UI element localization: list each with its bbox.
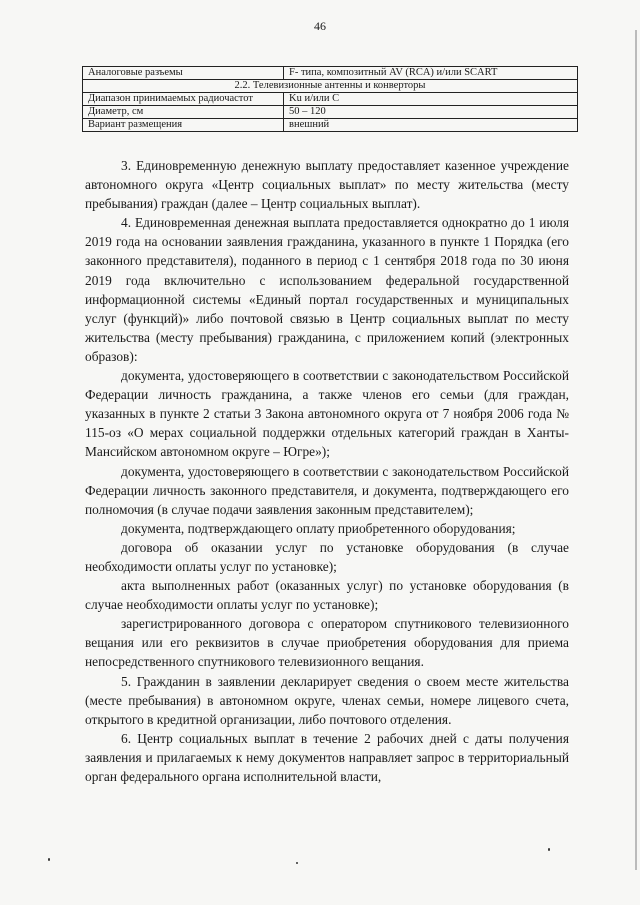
- table-row: [83, 106, 578, 119]
- list-item: акта выполненных работ (оказанных услуг) по установке оборудования (в случае необходимости оплаты услуг по установке);: [85, 578, 569, 613]
- list-item: документа, удостоверяющего в соответствии с законодательством Российской Федерации личность гражданина, а также членов его семьи (для граждан, указанных в пункте 2 статьи 3 Закона автономного округа от 7 ноября 2006 года № 115-оз «О мерах социальной поддержки отдельных категорий граждан в Ханты-Мансийском автономном округе – Югре»);: [85, 368, 569, 460]
- scan-speck: [296, 862, 298, 864]
- table-cell-label: Вариант размещения: [83, 119, 284, 132]
- table-row: [83, 93, 578, 106]
- list-item: зарегистрированного договора с оператором спутникового телевизионного вещания или его реквизитов в случае приобретения оборудования для приема непосредственного спутникового телевизионного вещания.: [85, 616, 569, 670]
- scan-edge-line: [635, 30, 637, 870]
- table-row: [83, 119, 578, 132]
- table-cell-label: Диапазон принимаемых радиочастот: [83, 93, 284, 106]
- paragraph-5: 5. Гражданин в заявлении декларирует сведения о своем месте жительства (месте пребывания) в автономном округе, членах семьи, номере лицевого счета, открытого в кредитной организации, либо почтового отделения.: [85, 673, 569, 727]
- table-section-row: [83, 80, 578, 93]
- table-cell-label: Диаметр, см: [83, 106, 284, 119]
- scan-speck: [48, 858, 50, 861]
- table-cell-value: 50 – 120: [284, 106, 578, 119]
- table-cell-value: внешний: [284, 119, 578, 132]
- scan-speck: [548, 848, 550, 851]
- table-cell-label: Аналоговые разъемы: [83, 67, 284, 80]
- document-body: [85, 156, 569, 786]
- list-item: документа, подтверждающего оплату приобретенного оборудования;: [121, 520, 516, 536]
- list-item: документа, удостоверяющего в соответствии с законодательством Российской Федерации личность законного представителя, и документа, подтверждающего его полномочия (в случае подачи заявления законным представителем);: [85, 463, 569, 517]
- specifications-table: [82, 66, 578, 132]
- paragraph-3: 3. Единовременную денежную выплату предоставляет казенное учреждение автономного округа «Центр социальных выплат» по месту жительства (месту пребывания) граждан (далее – Центр социальных выплат).: [85, 158, 569, 212]
- paragraph-4: 4. Единовременная денежная выплата предоставляется однократно до 1 июля 2019 года на основании заявления гражданина, указанного в пункте 1 Порядка (его законного представителя), поданного в период с 1 сентября 2018 года по 30 июня 2019 года включительно с использованием федеральной государственной информационной системы «Единый портал государственных и муниципальных услуг (функций)» либо почтовой связью в Центр социальных выплат по месту жительства (месту пребывания) гражданина, с приложением копий (электронных образов):: [85, 215, 569, 364]
- table-row: [83, 67, 578, 80]
- table-cell-value: Ku и/или С: [284, 93, 578, 106]
- list-item: договора об оказании услуг по установке оборудования (в случае необходимости оплаты услуг по установке);: [85, 539, 569, 574]
- table-cell-value: F- типа, композитный AV (RCA) и/или SCART: [284, 67, 578, 80]
- page-number: 46: [314, 19, 326, 33]
- paragraph-6: 6. Центр социальных выплат в течение 2 рабочих дней с даты получения заявления и прилагаемых к нему документов направляет запрос в территориальный орган федерального органа исполнительной власти,: [85, 730, 569, 784]
- table-section-heading: 2.2. Телевизионные антенны и конверторы: [83, 80, 578, 93]
